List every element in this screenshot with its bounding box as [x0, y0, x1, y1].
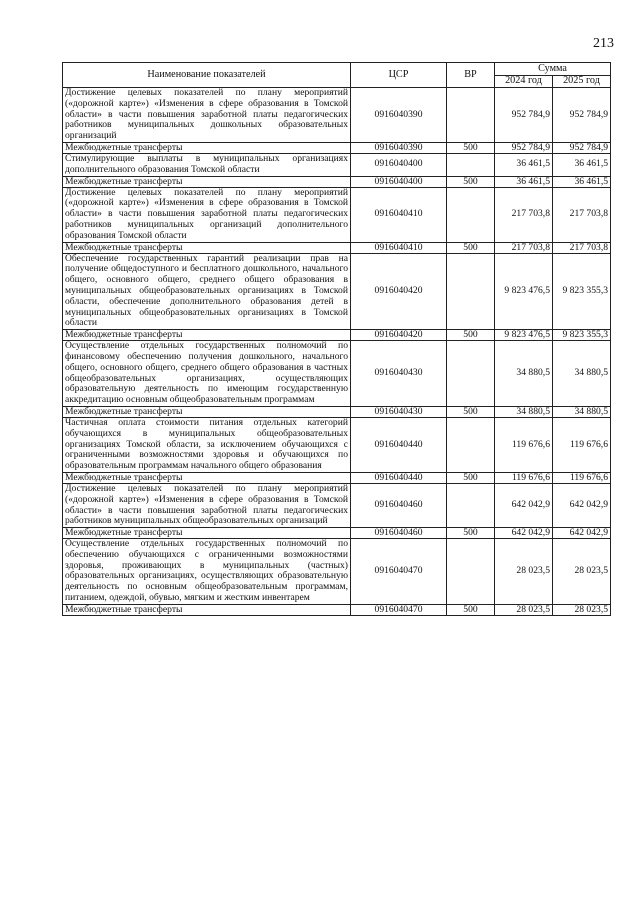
row-sum-2025: 952 784,9: [553, 88, 611, 143]
row-sum-2024: 36 461,5: [495, 153, 553, 176]
row-vr: 500: [447, 176, 495, 187]
row-sum-2024: 952 784,9: [495, 142, 553, 153]
table-row: [63, 528, 611, 539]
row-sum-2025: 34 880,5: [553, 341, 611, 407]
row-csr: 0916040390: [351, 88, 447, 143]
row-name: Межбюджетные трансферты: [63, 528, 351, 539]
row-vr: 500: [447, 528, 495, 539]
row-vr: 500: [447, 242, 495, 253]
row-vr: [447, 341, 495, 407]
row-csr: 0916040420: [351, 253, 447, 330]
row-csr: 0916040440: [351, 472, 447, 483]
table-row: [63, 604, 611, 615]
row-name: Достижение целевых показателей по плану мероприятий («дорожной карте») «Изменения в сфере образования в Томской области» в части повышения заработной платы педагогических работников муниципальных общеобразовательных организаций: [63, 483, 351, 527]
table-row: [63, 153, 611, 176]
table-row: [63, 187, 611, 242]
row-sum-2025: 217 703,8: [553, 242, 611, 253]
row-csr: 0916040470: [351, 539, 447, 605]
table-row: [63, 142, 611, 153]
row-sum-2024: 119 676,6: [495, 417, 553, 472]
header-csr: ЦСР: [351, 63, 447, 88]
row-name: Межбюджетные трансферты: [63, 330, 351, 341]
budget-table: [62, 62, 611, 616]
row-sum-2025: 9 823 355,3: [553, 330, 611, 341]
row-vr: [447, 539, 495, 605]
row-sum-2024: 952 784,9: [495, 88, 553, 143]
row-name: Межбюджетные трансферты: [63, 142, 351, 153]
row-sum-2025: 119 676,6: [553, 472, 611, 483]
row-name: Межбюджетные трансферты: [63, 242, 351, 253]
row-vr: [447, 187, 495, 242]
row-name: Достижение целевых показателей по плану мероприятий («дорожной карте») «Изменения в сфере образования в Томской области» в части повышения заработной платы педагогических работников муниципальных организаций дополнительного образования Томской области: [63, 187, 351, 242]
row-csr: 0916040470: [351, 604, 447, 615]
row-vr: [447, 253, 495, 330]
row-csr: 0916040430: [351, 341, 447, 407]
header-vr: ВР: [447, 63, 495, 88]
row-vr: 500: [447, 472, 495, 483]
row-sum-2024: 36 461,5: [495, 176, 553, 187]
table-row: [63, 176, 611, 187]
table-row: [63, 406, 611, 417]
row-sum-2025: 28 023,5: [553, 539, 611, 605]
row-sum-2025: 36 461,5: [553, 153, 611, 176]
table-row: [63, 242, 611, 253]
row-vr: 500: [447, 406, 495, 417]
table-row: [63, 253, 611, 330]
row-vr: [447, 153, 495, 176]
row-sum-2025: 642 042,9: [553, 483, 611, 527]
row-sum-2025: 119 676,6: [553, 417, 611, 472]
row-sum-2025: 217 703,8: [553, 187, 611, 242]
table-row: [63, 483, 611, 527]
row-csr: 0916040420: [351, 330, 447, 341]
row-vr: [447, 483, 495, 527]
row-vr: 500: [447, 142, 495, 153]
row-csr: 0916040460: [351, 528, 447, 539]
row-sum-2024: 34 880,5: [495, 341, 553, 407]
row-csr: 0916040430: [351, 406, 447, 417]
row-sum-2024: 642 042,9: [495, 483, 553, 527]
row-name: Достижение целевых показателей по плану мероприятий («дорожной карте») «Изменения в сфере образования в Томской области» в части повышения заработной платы педагогических работников муниципальных дошкольных образовательных организаций: [63, 88, 351, 143]
row-vr: 500: [447, 604, 495, 615]
table-row: [63, 472, 611, 483]
row-sum-2024: 28 023,5: [495, 604, 553, 615]
table-row: [63, 88, 611, 143]
row-sum-2024: 217 703,8: [495, 187, 553, 242]
row-csr: 0916040440: [351, 417, 447, 472]
row-name: Межбюджетные трансферты: [63, 176, 351, 187]
row-name: Частичная оплата стоимости питания отдельных категорий обучающихся в муниципальных общеобразовательных организациях Томской области, за исключением обучающихся с ограниченными возможностями здоровья и обучающихся по образовательным программам начального общего образования: [63, 417, 351, 472]
row-name: Осуществление отдельных государственных полномочий по обеспечению обучающихся с ограниченными возможностями здоровья, проживающих в муниципальных (частных) образовательных организациях, осуществляющих образовательную деятельность по основным общеобразовательным программам, питанием, одеждой, обувью, мягким и жестким инвентарем: [63, 539, 351, 605]
row-sum-2024: 9 823 476,5: [495, 330, 553, 341]
row-sum-2024: 217 703,8: [495, 242, 553, 253]
row-sum-2024: 119 676,6: [495, 472, 553, 483]
table-row: [63, 539, 611, 605]
row-sum-2025: 36 461,5: [553, 176, 611, 187]
row-sum-2024: 34 880,5: [495, 406, 553, 417]
page-number: 213: [593, 36, 614, 51]
header-year-2025: 2025 год: [553, 76, 611, 88]
row-csr: 0916040410: [351, 187, 447, 242]
row-csr: 0916040400: [351, 153, 447, 176]
table-row: [63, 330, 611, 341]
row-sum-2025: 642 042,9: [553, 528, 611, 539]
row-sum-2025: 952 784,9: [553, 142, 611, 153]
row-sum-2025: 28 023,5: [553, 604, 611, 615]
table-row: [63, 341, 611, 407]
row-name: Осуществление отдельных государственных полномочий по финансовому обеспечению получения дошкольного, начального общего, основного общего, среднего общего образования в частных общеобразовательных организациях, осуществляющих образовательную деятельность по имеющим государственную аккредитацию основным общеобразовательным программам: [63, 341, 351, 407]
row-name: Обеспечение государственных гарантий реализации прав на получение общедоступного и бесплатного дошкольного, начального общего, основного общего, среднего общего образования в муниципальных общеобразовательных организациях в Томской области, обеспечение дополнительного образования детей в муниципальных общеобразовательных организациях в Томской области: [63, 253, 351, 330]
row-vr: 500: [447, 330, 495, 341]
row-sum-2025: 34 880,5: [553, 406, 611, 417]
row-csr: 0916040460: [351, 483, 447, 527]
header-name: Наименование показателей: [63, 63, 351, 88]
table-row: [63, 417, 611, 472]
row-sum-2025: 9 823 355,3: [553, 253, 611, 330]
row-name: Стимулирующие выплаты в муниципальных организациях дополнительного образования Томской области: [63, 153, 351, 176]
header-year-2024: 2024 год: [495, 76, 553, 88]
row-sum-2024: 9 823 476,5: [495, 253, 553, 330]
row-name: Межбюджетные трансферты: [63, 604, 351, 615]
row-sum-2024: 642 042,9: [495, 528, 553, 539]
row-name: Межбюджетные трансферты: [63, 472, 351, 483]
row-name: Межбюджетные трансферты: [63, 406, 351, 417]
row-csr: 0916040410: [351, 242, 447, 253]
header-sum: Сумма: [495, 63, 611, 76]
row-vr: [447, 417, 495, 472]
row-csr: 0916040390: [351, 142, 447, 153]
row-csr: 0916040400: [351, 176, 447, 187]
row-vr: [447, 88, 495, 143]
row-sum-2024: 28 023,5: [495, 539, 553, 605]
